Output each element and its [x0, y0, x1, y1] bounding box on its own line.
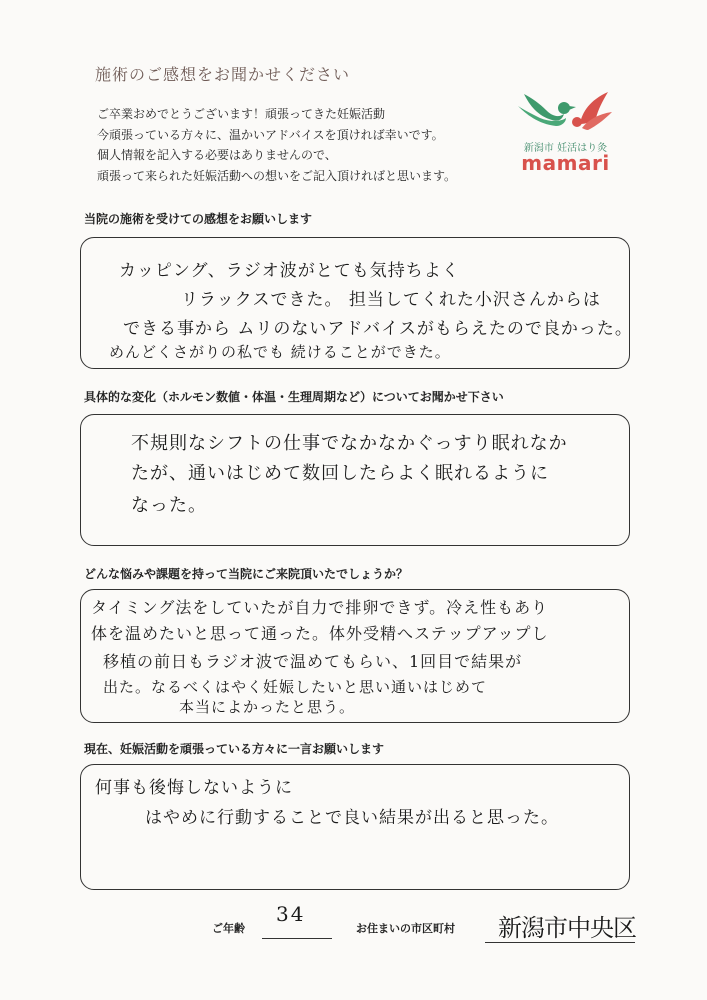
answer-line: カッピング、ラジオ波がとても気持ちよく [119, 261, 460, 281]
answer-box-4 [80, 764, 630, 890]
answer-line: めんどくさがりの私でも 続けることができた。 [109, 343, 451, 361]
intro-line: 頑張って来られた妊娠活動への想いをご記入頂ければと思います。 [97, 168, 457, 183]
answer-line: 移植の前日もラジオ波で温めてもらい、1回目で結果が [103, 652, 523, 671]
age-label: ご年齢 [212, 922, 245, 935]
intro-line: 今頑張っている方々に、温かいアドバイスを頂ければ幸いです。 [97, 127, 444, 142]
clinic-logo [508, 84, 623, 184]
answer-line: たが、通いはじめて数回したらよく眠れるように [131, 463, 549, 484]
residence-underline [485, 942, 635, 943]
question-3: どんな悩みや課題を持って当院にご来院頂いたでしょうか？ [84, 567, 409, 581]
logo-subtitle: 新潟市 妊活はり灸 [523, 143, 608, 154]
answer-line: できる事から ムリのないアドバイスがもらえたので良かった。 [123, 319, 633, 339]
answer-box-3 [80, 589, 630, 723]
intro-text [97, 104, 456, 186]
answer-box-2 [80, 414, 630, 546]
answer-line: 本当によかったと思う。 [179, 698, 356, 716]
answer-line: タイミング法をしていたが自力で排卵できず。冷え性もあり [91, 598, 549, 617]
answer-line: リラックスできた。 担当してくれた小沢さんからは [181, 290, 601, 310]
answer-box-1 [80, 237, 633, 369]
question-2: 具体的な変化（ホルモン数値・体温・生理周期など）についてお聞かせ下さい [84, 390, 504, 404]
age-underline [262, 938, 332, 939]
answer-line: 何事も後悔しないように [95, 778, 293, 798]
form-title: 施術のご感想をお聞かせください [95, 65, 351, 84]
answer-line: 体を温めたいと思って通った。体外受精へステップアップし [91, 624, 549, 643]
answer-line: 不規則なシフトの仕事でなかなかぐっすり眠れなか [131, 433, 568, 454]
age-value: 34 [276, 902, 306, 926]
bird-logo-icon [516, 84, 616, 139]
question-4: 現在、妊娠活動を頑張っている方々に一言お願いします [84, 742, 385, 756]
residence-value: 新潟市中央区 [498, 914, 636, 942]
question-1: 当院の施術を受けての感想をお願いします [84, 212, 313, 226]
answer-line: なった。 [131, 495, 207, 516]
intro-line: ご卒業おめでとうございます！頑張ってきた妊娠活動 [97, 107, 386, 121]
answer-line: 出た。なるべくはやく妊娠したいと思い通いはじめて [103, 678, 488, 696]
intro-line: 個人情報を記入する必要はありませんので、 [97, 148, 337, 162]
logo-name: mamari [521, 151, 610, 175]
residence-label: お住まいの市区町村 [356, 922, 455, 935]
answer-line: はやめに行動することで良い結果が出ると思った。 [145, 808, 559, 828]
